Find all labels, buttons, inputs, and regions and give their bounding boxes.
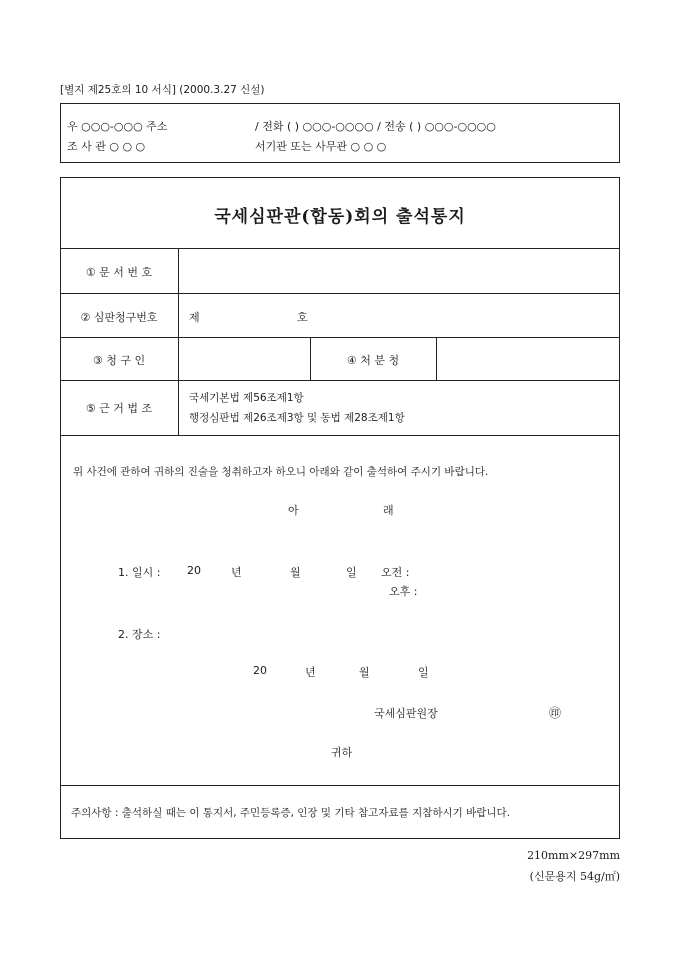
below-heading-left: 아 — [288, 504, 299, 517]
issue-date-year: 년 — [305, 666, 316, 679]
item1-pm: 오후 : — [389, 585, 418, 598]
item1-label: 1. 일시 : — [118, 566, 161, 579]
basis-line1: 국세기본법 제56조제1항 — [189, 392, 304, 404]
signer-title: 국세심판원장 — [374, 707, 438, 720]
below-heading-right: 래 — [383, 504, 394, 517]
doc-number-label: ① 문 서 번 호 — [85, 266, 153, 279]
claim-number-suffix: 호 — [297, 311, 308, 324]
claimant-label: ③ 청 구 인 — [92, 354, 146, 367]
claim-number-label: ② 심판청구번호 — [80, 311, 158, 324]
item1-day: 일 — [346, 566, 357, 579]
issue-date-month: 월 — [359, 666, 370, 679]
address-line2-left: 조 사 관 ○ ○ ○ — [67, 140, 146, 153]
item1-month: 월 — [290, 566, 301, 579]
paper-size: 210mm×297mm — [527, 849, 620, 862]
recipient-label: 귀하 — [331, 746, 353, 759]
basis-line2: 행정심판법 제26조제3항 및 동법 제28조제1항 — [189, 412, 405, 424]
claim-number-prefix: 제 — [189, 311, 200, 324]
item1-year: 년 — [231, 566, 242, 579]
basis-label: ⑤ 근 거 법 조 — [85, 402, 153, 415]
intro-text: 위 사건에 관하여 귀하의 진술을 청취하고자 하오니 아래와 같이 출석하여 주시기 바랍니다. — [73, 466, 489, 478]
notice-text: 주의사항 : 출석하실 때는 이 통지서, 주민등록증, 인장 및 기타 참고자료를 지참하시기 바랍니다. — [71, 807, 511, 819]
form-title: 국세심판관(합동)회의 출석통지 — [214, 207, 466, 227]
form-header-note: [별지 제25호의 10 서식] (2000.3.27 신설) — [60, 84, 265, 96]
seal-mark: ㊞ — [549, 706, 562, 720]
issue-date-day: 일 — [418, 666, 429, 679]
item1-year-prefix: 20 — [187, 564, 201, 577]
address-line2-right: 서기관 또는 사무관 ○ ○ ○ — [255, 140, 387, 153]
item2-label: 2. 장소 : — [118, 628, 161, 641]
item1-am: 오전 : — [381, 566, 410, 579]
address-line1-right: / 전화 ( ) ○○○-○○○○ / 전송 ( ) ○○○-○○○○ — [255, 120, 496, 133]
address-line1-left: 우 ○○○-○○○ 주소 — [67, 120, 168, 133]
agency-label: ④ 처 분 청 — [346, 354, 400, 367]
paper-spec: (신문용지 54g/㎡) — [529, 870, 620, 883]
issue-date-prefix: 20 — [253, 664, 267, 677]
